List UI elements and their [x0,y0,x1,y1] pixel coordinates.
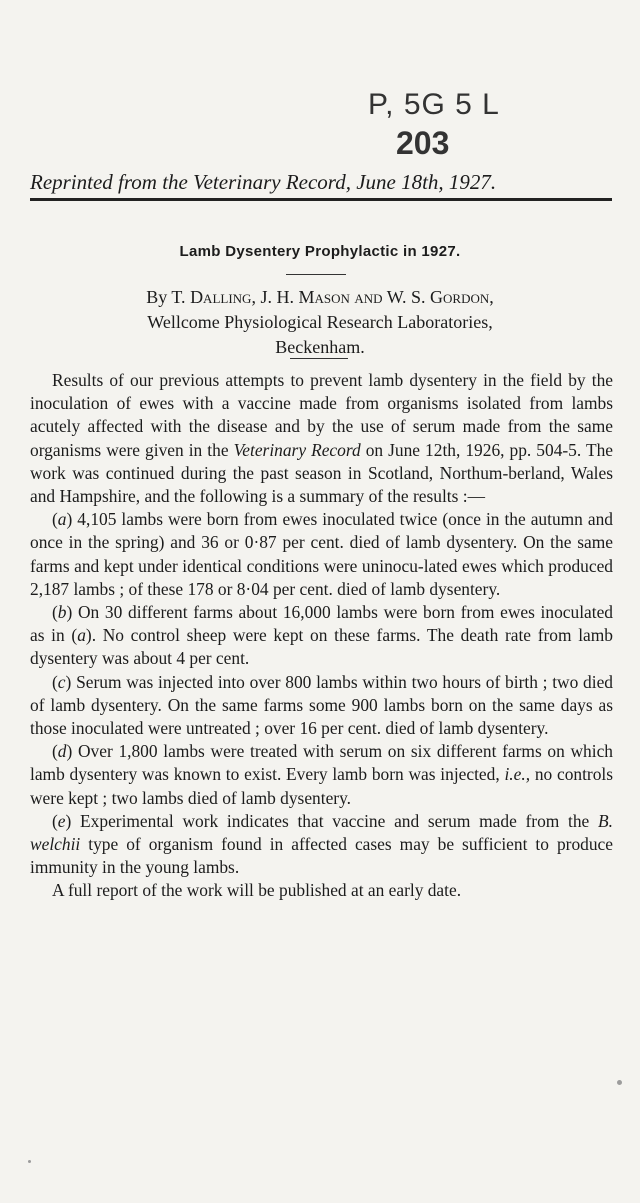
page-title: Lamb Dysentery Prophylactic in 1927. [179,243,461,260]
authors-line: By T. Dalling, J. H. Mason and W. S. Gordon, [146,287,494,307]
affiliation-line-2: Beckenham. [275,337,365,357]
author-dalling: Dalling [190,287,252,307]
authors-divider [290,358,348,359]
journal-name: Veterinary Record [233,439,361,460]
result-e: (e) Experimental work indicates that vaccine and serum made from the B. welchii type of organism found in affected cases may be sufficient to produce immunity in the young lambs. [30,810,613,878]
handwritten-line-1: P, 5G 5 L [368,88,500,121]
author-gordon: Gordon [430,287,490,307]
closing-paragraph: A full report of the work will be published at an early date. [52,880,462,901]
handwritten-reference-note [368,86,500,162]
result-a: (a) 4,105 lambs were born from ewes inoculated twice (once in the autumn and once in the spring) and 36 or 0·87 per cent. died of lamb dysentery. On the same farms and kept under identical conditions were uninocu-lated ewes which produced 2,187 lambs ; of these 178 or 8·04 per cent. died of lamb dysentery. [30,509,613,599]
intro-paragraph: Results of our previous attempts to prevent lamb dysentery in the field by the inoculation of ewes with a vaccine made from organisms isolated from lambs acutely affected with the disease and by the use of serum made from the same organisms were given in the Veterinary Record on June 12th, 1926, pp. 504-5. The work was continued during the past season in Scotland, Northum-berland, Wales and Hampshire, and the following is a summary of the results :— [30,370,613,507]
result-d: (d) Over 1,800 lambs were treated with serum on six different farms on which lamb dysentery was known to exist. Every lamb born was injected, i.e., no controls were kept ; two lambs died of lamb dysentery. [30,741,614,808]
result-c: (c) Serum was injected into over 800 lambs within two hours of birth ; two died of lamb dysentery. On the same farms some 900 lambs born on the same days as those inoculated were untreated ; over 16 per cent. died of lamb dysentery. [30,671,613,739]
paper-speck [617,1080,622,1085]
paper-speck [28,1160,31,1163]
reprint-underline [30,198,612,201]
affiliation-line-1: Wellcome Physiological Research Laboratories, [147,312,493,332]
author-mason: Mason [298,287,350,307]
title-divider [286,274,346,275]
result-b: (b) On 30 different farms about 16,000 lambs were born from ewes inoculated as in (a). No control sheep were kept on these farms. The death rate from lamb dysentery was about 4 per cent. [30,602,613,669]
authors-block [0,285,640,360]
article-body [30,369,613,903]
organism-name: B. welchii [30,810,613,855]
reprint-note: Reprinted from the Veterinary Record, June 18th, 1927. [30,170,497,194]
handwritten-line-2: 203 [396,125,450,161]
